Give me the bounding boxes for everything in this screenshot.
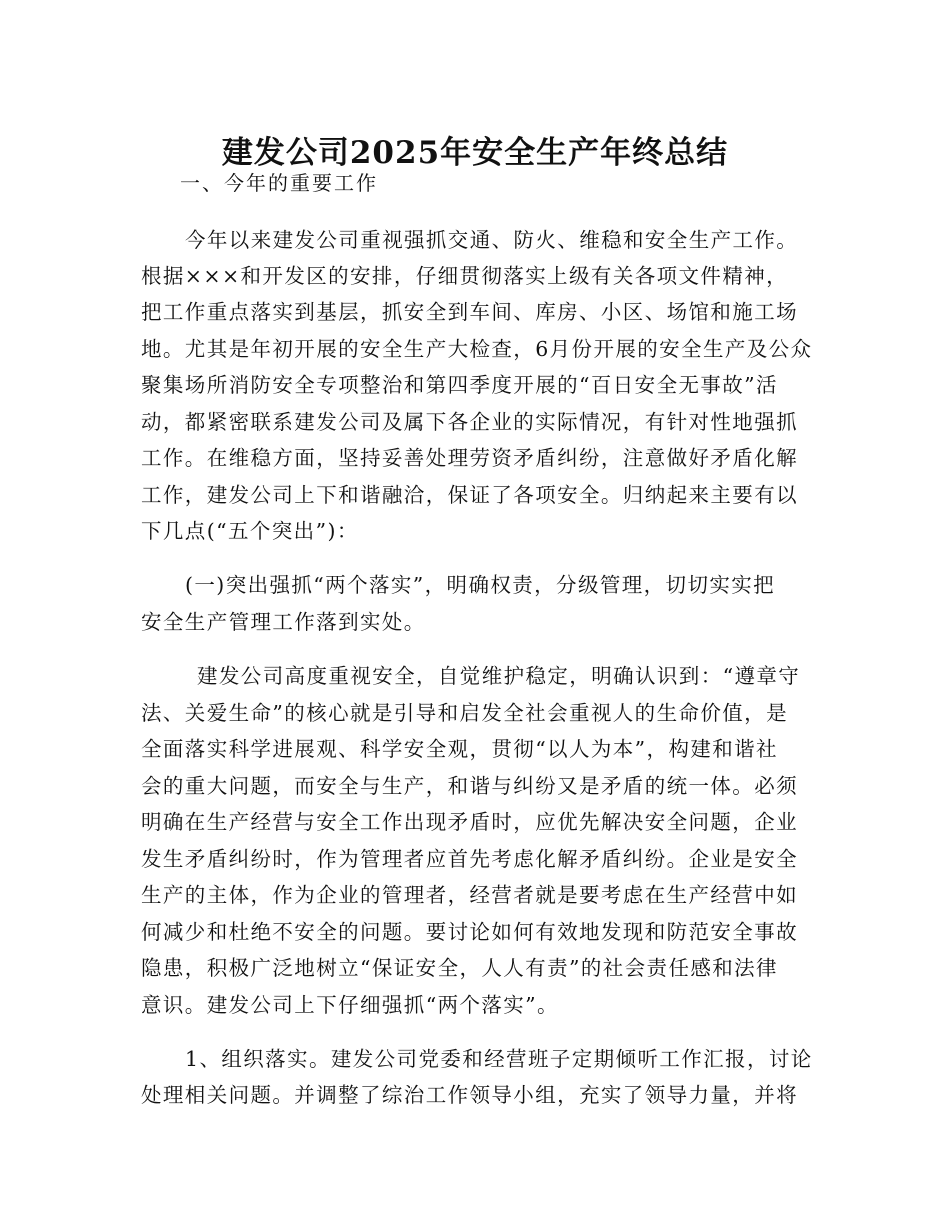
section-heading: 一、今年的重要工作: [180, 171, 378, 195]
paragraph-line: 1、组织落实。建发公司党委和经营班子定期倾听工作汇报，讨论: [185, 1047, 813, 1071]
paragraph-line: 发生矛盾纠纷时，作为管理者应首先考虑化解矛盾纠纷。企业是安全: [141, 847, 798, 871]
paragraph-line: 隐患，积极广泛地树立“保证安全，人人有责”的社会责任感和法律: [141, 956, 778, 980]
paragraph-line: 下几点(“五个突出”)：: [141, 519, 359, 543]
document-title: 建发公司2025年安全生产年终总结: [221, 134, 729, 171]
paragraph-line: 把工作重点落实到基层，抓安全到车间、库房、小区、场馆和施工场: [141, 300, 798, 324]
paragraph-line: 生产的主体，作为企业的管理者，经营者就是要考虑在生产经营中如: [141, 883, 798, 907]
paragraph-line: 根据×××和开发区的安排，仔细贯彻落实上级有关各项文件精神，: [141, 264, 789, 288]
paragraph-line: 工作，建发公司上下和谐融洽，保证了各项安全。归纳起来主要有以: [141, 483, 798, 507]
paragraph-line: 明确在生产经营与安全工作出现矛盾时，应优先解决安全问题，企业: [141, 810, 798, 834]
paragraph-line: 会的重大问题，而安全与生产，和谐与纠纷又是矛盾的统一体。必须: [141, 774, 798, 798]
paragraph-line: 建发公司高度重视安全，自觉维护稳定，明确认识到：“遵章守: [197, 664, 801, 688]
paragraph-line: 意识。建发公司上下仔细强抓“两个落实”。: [141, 993, 559, 1017]
paragraph-line: 聚集场所消防安全专项整治和第四季度开展的“百日安全无事故”活: [141, 373, 778, 397]
paragraph-line: 处理相关问题。并调整了综治工作领导小组，充实了领导力量，并将: [141, 1083, 798, 1107]
paragraph-line: 法、关爱生命”的核心就是引导和启发全社会重视人的生命价值，是: [141, 701, 788, 725]
paragraph-line: (一)突出强抓“两个落实”，明确权责，分级管理，切切实实把: [185, 573, 776, 597]
paragraph-line: 动，都紧密联系建发公司及属下各企业的实际情况，有针对性地强抓: [141, 410, 798, 434]
paragraph-line: 何减少和杜绝不安全的问题。要讨论如何有效地发现和防范安全事故: [141, 920, 798, 944]
paragraph-line: 地。尤其是年初开展的安全生产大检查，6月份开展的安全生产及公众: [141, 337, 813, 361]
paragraph-line: 今年以来建发公司重视强抓交通、防火、维稳和安全生产工作。: [185, 228, 799, 252]
paragraph-line: 安全生产管理工作落到实处。: [141, 610, 426, 634]
paragraph-line: 全面落实科学进展观、科学安全观，贯彻“以人为本”，构建和谐社: [141, 737, 778, 761]
paragraph-line: 工作。在维稳方面，坚持妥善处理劳资矛盾纠纷，注意做好矛盾化解: [141, 446, 798, 470]
